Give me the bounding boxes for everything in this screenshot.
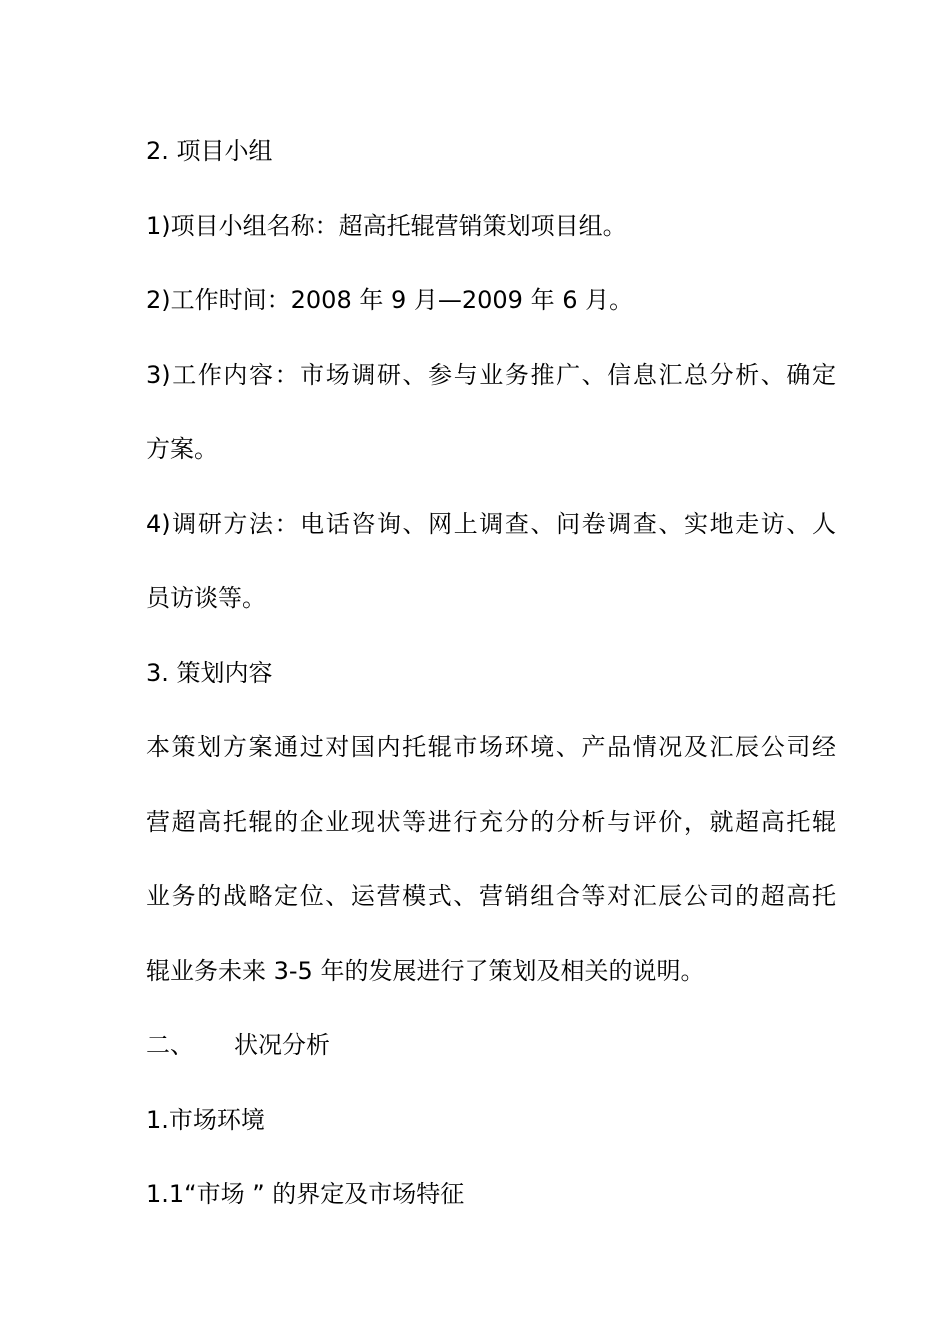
section-title: 状况分析	[234, 1031, 330, 1059]
heading-project-team: 2. 项目小组	[146, 137, 273, 165]
work-content-item: 3)工作内容：市场调研、参与业务推广、信息汇总分析、确定	[146, 360, 836, 389]
paragraph-line: 业务的战略定位、运营模式、营销组合等对汇辰公司的超高托	[146, 882, 836, 910]
paragraph-line: 营超高托辊的企业现状等进行充分的分析与评价，就超高托辊	[146, 807, 836, 836]
research-method-item: 4)调研方法：电话咨询、网上调查、问卷调查、实地走访、人	[146, 509, 836, 538]
work-content-continuation: 方案。	[146, 435, 218, 463]
document-body	[146, 129, 836, 1247]
section-heading-situation-analysis	[146, 1023, 836, 1098]
paragraph-line: 辊业务未来 3-5 年的发展进行了策划及相关的说明。	[146, 956, 705, 985]
heading-planning-content: 3. 策划内容	[146, 658, 273, 687]
research-method-continuation: 员访谈等。	[146, 584, 266, 612]
section-number: 二、	[146, 1031, 194, 1059]
subsection-market-environment: 1.市场环境	[146, 1105, 265, 1134]
work-time-item: 2)工作时间：2008 年 9 月—2009 年 6 月。	[146, 286, 634, 314]
subsection-market-definition: 1.1“市场 ” 的界定及市场特征	[146, 1180, 465, 1208]
team-name-item: 1)项目小组名称：超高托辊营销策划项目组。	[146, 211, 627, 240]
paragraph-line: 本策划方案通过对国内托辊市场环境、产品情况及汇辰公司经	[146, 733, 836, 761]
